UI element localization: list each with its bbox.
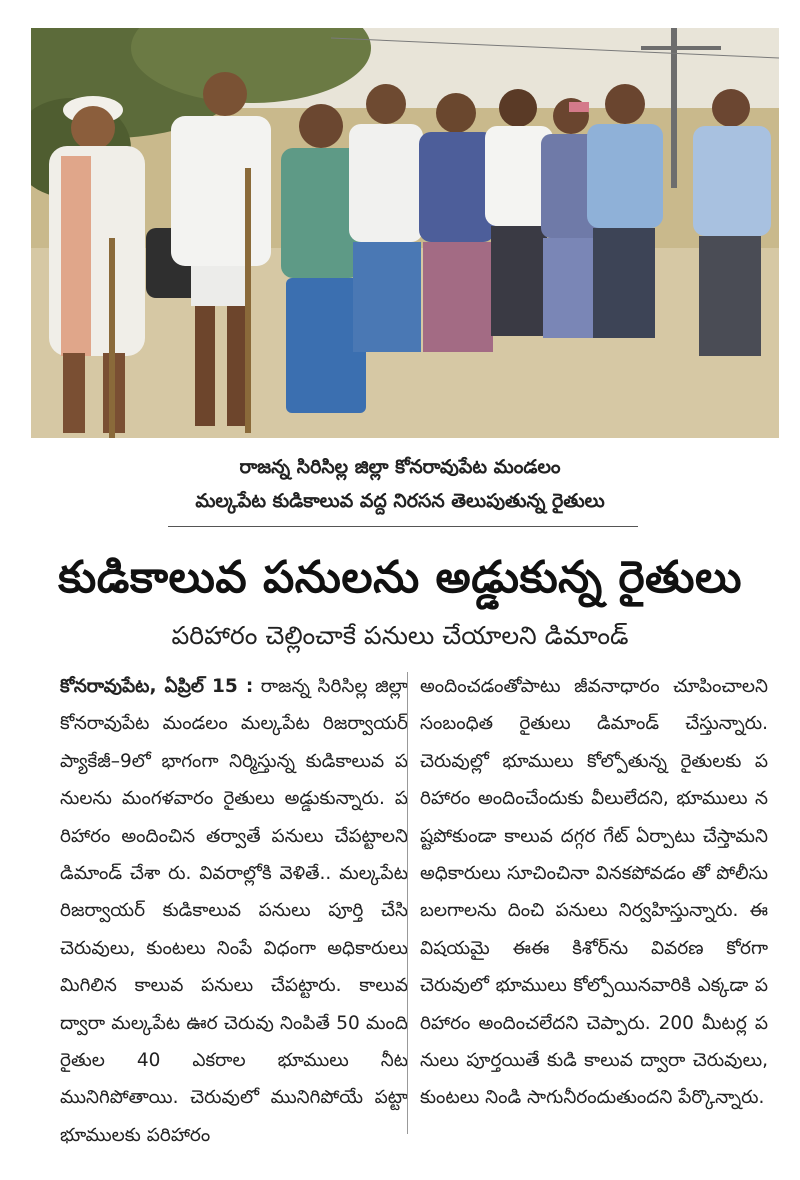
caption-divider — [168, 526, 638, 527]
subheadline: పరిహారం చెల్లించాకే పనులు చేయాలని డిమాండ్ — [171, 621, 629, 650]
photo-caption — [0, 450, 800, 518]
article-paragraph — [60, 668, 408, 1154]
article-column-right — [420, 668, 768, 1117]
caption-line-1: రాజన్న సిరిసిల్ల జిల్లా కోనరావుపేట మండలం — [239, 456, 561, 478]
dateline: కోనరావుపేట, ఏప్రిల్ 15 : — [60, 676, 254, 697]
article-paragraph — [420, 668, 768, 1117]
article-column-left — [60, 668, 408, 1154]
article-text-right: అందించడంతోపాటు జీవనాధారం చూపించాలని సంబంధిత రైతులు డిమాండ్ చేస్తున్నారు. చెరువుల్లో భూములు కోల్పోతున్న రైతులకు పరిహారం అందించేందుకు వీలులేదని, భూములు నష్టపోకుండా కాలువ దగ్గర గేట్ ఏర్పాటు చేస్తామని అధికారులు సూచించినా వినకపోవడం తో పోలీసు బలగాలను దించి పనులు నిర్వహిస్తున్నారు. ఈ విషయమై ఈఈ కిశోర్‌ను వివరణ కోరగా చెరువులో భూములు కోల్పోయినవారికి ఎక్కడా పరిహారం అందించలేదని చెప్పారు. 200 మీటర్ల పనులు పూర్తయితే కుడి కాలువ ద్వారా చెరువులు, కుంటలు నిండి సాగునీరందుతుందని పేర్కొన్నారు. — [420, 676, 768, 1109]
headline: కుడికాలువ పనులను అడ్డుకున్న రైతులు — [58, 552, 742, 603]
news-photo — [31, 28, 779, 438]
column-divider — [407, 672, 408, 1134]
article-text-left: రాజన్న సిరిసిల్ల జిల్లా కోనరావుపేట మండలం మల్కపేట రిజర్వాయర్ ప్యాకేజీ–9లో భాగంగా నిర్మిస్తున్న కుడికాలువ పనులను మంగళవారం రైతులు అడ్డుకున్నారు. పరిహారం అందించిన తర్వాతే పనులు చేపట్టాలని డిమాండ్ చేశా రు. వివరాల్లోకి వెళితే.. మల్కపేట రిజర్వాయర్ కుడికాలువ పనులు పూర్తి చేసి చెరువులు, కుంటలు నింపే విధంగా అధికారులు మిగిలిన కాలువ పనులు చేపట్టారు. కాలువ ద్వారా మల్కపేట ఊర చెరువు నింపితే 50 మంది రైతుల 40 ఎకరాల భూములు నీట మునిగిపోతాయి. చెరువులో మునిగిపోయే పట్టా భూములకు పరిహారం — [60, 676, 408, 1146]
caption-line-2: మల్కపేట కుడికాలువ వద్ద నిరసన తెలుపుతున్న రైతులు — [195, 490, 605, 512]
